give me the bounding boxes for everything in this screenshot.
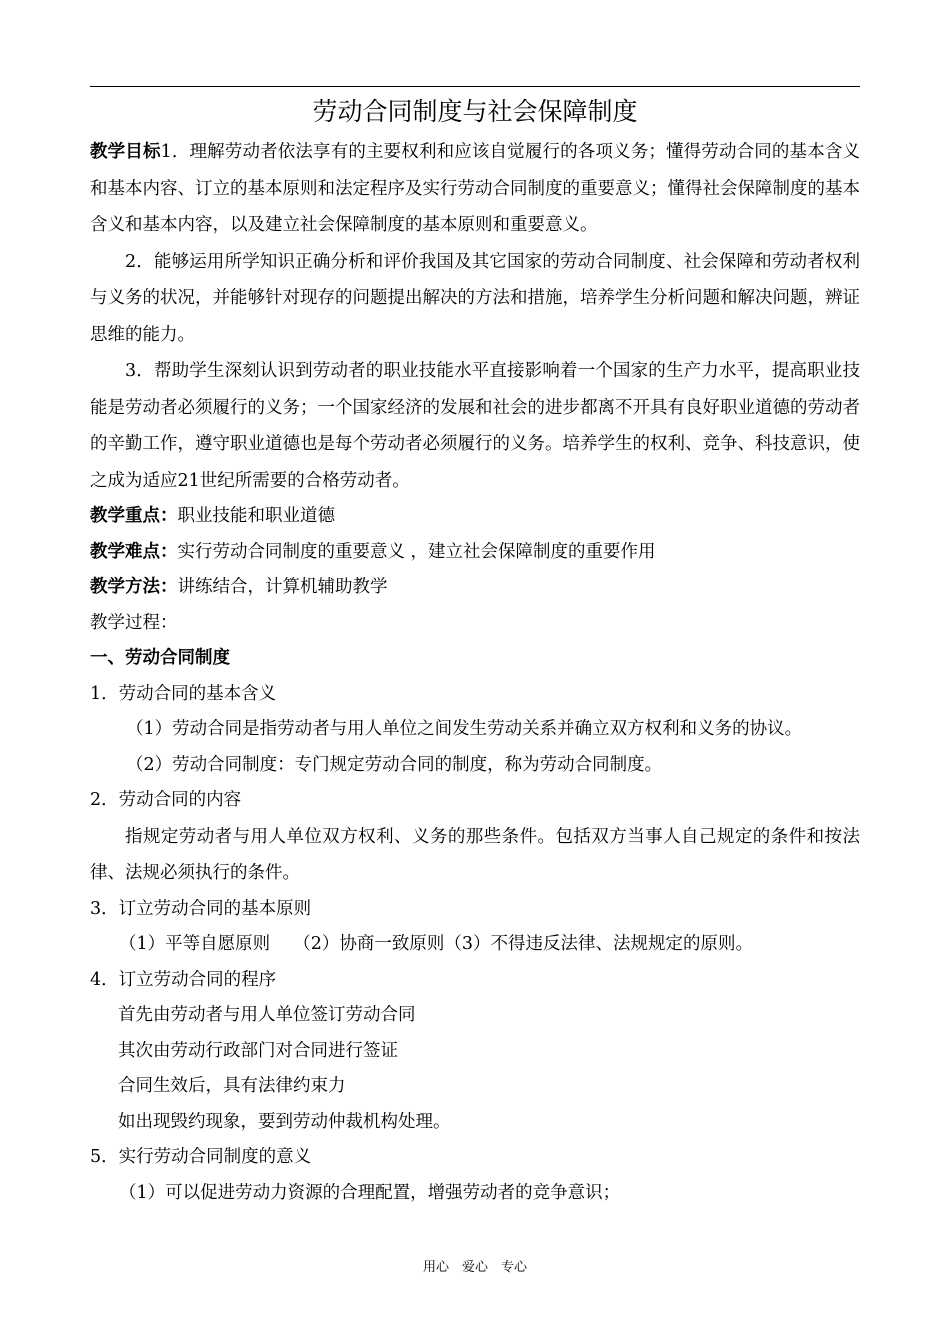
subsection-4-line-4: 如出现毁约现象，要到劳动仲裁机构处理。	[118, 1111, 451, 1132]
process-label: 教学过程：	[90, 612, 178, 633]
methods	[90, 570, 860, 606]
subsection-1-item-2: （2）劳动合同制度：专门规定劳动合同的制度，称为劳动合同制度。	[126, 754, 663, 775]
page-footer: 用心 爱心 专心	[422, 1260, 527, 1275]
difficulties	[90, 535, 860, 571]
methods-text: 讲练结合，计算机辅助教学	[177, 577, 388, 597]
subsection-2-heading: 2．劳动合同的内容	[90, 790, 242, 810]
goal-paragraph-1	[90, 134, 860, 244]
subsection-4-line-3: 合同生效后，具有法律约束力	[118, 1076, 346, 1096]
key-points-text: 职业技能和职业道德	[177, 506, 335, 526]
goal-text-1: 1．理解劳动者依法享有的主要权利和应该自觉履行的各项义务；懂得劳动合同的基本含义和基本内容、订立的基本原则和法定程序及实行劳动合同制度的重要意义；懂得社会保障制度的基本含义和基本内容，以及建立社会保障制度的基本原则和重要意义。	[90, 142, 860, 235]
subsection-5-item-1: （1）可以促进劳动力资源的合理配置，增强劳动者的竞争意识；	[119, 1182, 621, 1203]
subsection-4-line-2: 其次由劳动行政部门对合同进行签证	[118, 1040, 398, 1061]
subsection-4-line-1: 首先由劳动者与用人单位签订劳动合同	[118, 1005, 416, 1025]
document-title: 劳动合同制度与社会保障制度	[312, 97, 638, 126]
subsection-2-text: 指规定劳动者与用人单位双方权利、义务的那些条件。包括双方当事人自己规定的条件和按法律、法规必须执行的条件。	[90, 826, 860, 883]
subsection-3-text: （1）平等自愿原则 （2）协商一致原则（3）不得违反法律、法规规定的原则。	[119, 934, 753, 954]
goals-label: 教学目标	[90, 142, 161, 162]
section-heading	[90, 641, 860, 677]
difficulties-label: 教学难点：	[90, 541, 178, 562]
key-points-label: 教学重点：	[90, 506, 178, 526]
subsection-5-heading: 5．实行劳动合同制度的意义	[90, 1147, 312, 1167]
subsection-4-heading: 4．订立劳动合同的程序	[90, 969, 277, 990]
subsection-1-heading: 1．劳动合同的基本含义	[90, 683, 277, 704]
subsection-3-heading: 3．订立劳动合同的基本原则	[90, 898, 312, 919]
goal-paragraph-3: 3．帮助学生深刻认识到劳动者的职业技能水平直接影响着一个国家的生产力水平，提高职业技能是劳动者必须履行的义务；一个国家经济的发展和社会的进步都离不开具有良好职业道德的劳动者的辛勤工作，遵守职业道德也是每个劳动者必须履行的义务。培养学生的权利、竞争、科技意识，使之成为适应21世纪所需要的合格劳动者。	[90, 361, 860, 491]
section-heading-text: 一、劳动合同制度	[90, 648, 230, 668]
subsection-1-item-1: （1）劳动合同是指劳动者与用人单位之间发生劳动关系并确立双方权利和义务的协议。	[126, 719, 803, 739]
difficulties-text: 实行劳动合同制度的重要意义 ，建立社会保障制度的重要作用	[177, 541, 656, 562]
methods-label: 教学方法：	[90, 577, 178, 597]
goal-paragraph-2: 2．能够运用所学知识正确分析和评价我国及其它国家的劳动合同制度、社会保障和劳动者权利与义务的状况，并能够针对现存的问题提出解决的方法和措施，培养学生分析问题和解决问题，辨证思维的能力。	[90, 251, 860, 345]
key-points	[90, 499, 860, 535]
header-rule	[90, 86, 860, 87]
document-body	[90, 92, 860, 1211]
